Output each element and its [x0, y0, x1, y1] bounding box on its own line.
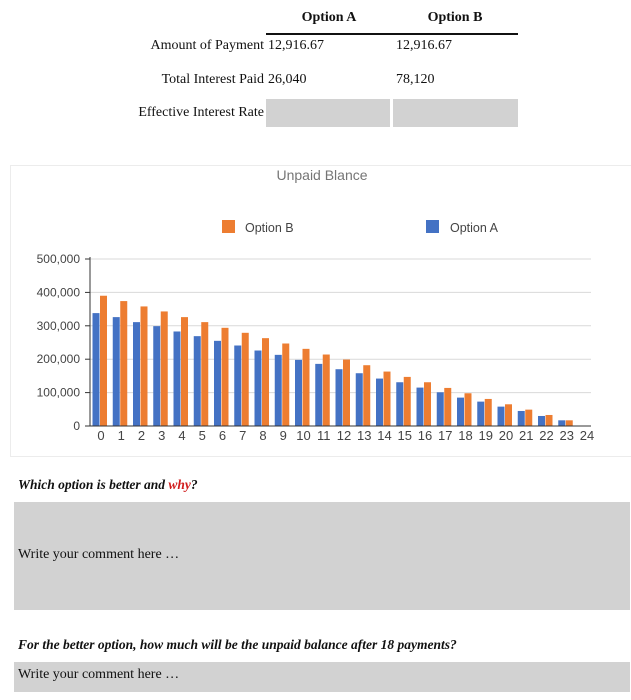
y-tick-label: 100,000: [36, 385, 80, 400]
bar-option-a-12: [336, 369, 343, 426]
bar-option-a-7: [234, 346, 241, 426]
bar-option-b-5: [201, 322, 208, 426]
answer-1-placeholder: Write your comment here …: [18, 547, 180, 562]
bar-option-b-10: [303, 349, 310, 426]
header-rule: [266, 33, 518, 35]
interest-option-b: 78,120: [396, 72, 435, 87]
x-tick-label: 17: [438, 428, 453, 443]
bar-option-a-23: [558, 420, 565, 426]
x-tick-label: 13: [357, 428, 372, 443]
bar-option-b-16: [424, 382, 431, 426]
effective-rate-option-a-input[interactable]: [266, 99, 390, 127]
y-tick-label: 200,000: [36, 352, 80, 367]
effective-rate-option-b-input[interactable]: [393, 99, 518, 127]
x-tick-label: 6: [218, 428, 227, 443]
chart-svg: [11, 166, 631, 456]
bar-option-b-1: [120, 301, 127, 426]
bar-option-b-15: [404, 377, 411, 426]
col-header-option-b: Option B: [427, 10, 483, 25]
bar-option-b-4: [181, 317, 188, 426]
bar-option-a-18: [457, 398, 464, 426]
answer-2-placeholder: Write your comment here …: [18, 667, 180, 682]
question-1: [18, 477, 198, 493]
x-tick-label: 24: [579, 428, 595, 443]
answer-2-textbox[interactable]: [14, 662, 630, 692]
bar-option-a-6: [214, 341, 221, 426]
row-label-effective-rate: Effective Interest Rate: [138, 105, 264, 120]
x-tick-label: 2: [137, 428, 146, 443]
bar-option-a-10: [295, 360, 302, 426]
x-tick-label: 5: [198, 428, 206, 443]
y-tick-label: 300,000: [36, 318, 80, 333]
bar-option-a-13: [356, 373, 363, 426]
bar-option-a-14: [376, 379, 383, 426]
legend-label-option-b: Option B: [245, 221, 294, 235]
legend-label-option-a: Option A: [450, 221, 498, 235]
answer-1-textbox[interactable]: [14, 502, 630, 610]
bar-option-b-23: [566, 420, 573, 426]
x-tick-label: 19: [478, 428, 493, 443]
bar-option-a-16: [417, 388, 424, 426]
bar-option-b-21: [525, 410, 532, 426]
bar-option-b-13: [363, 365, 370, 426]
y-tick-label: 500,000: [36, 252, 80, 266]
x-tick-label: 0: [97, 428, 105, 443]
x-tick-label: 12: [336, 428, 352, 443]
bar-option-b-8: [262, 338, 269, 426]
payment-option-a: 12,916.67: [268, 38, 324, 53]
comparison-table: [0, 0, 631, 135]
bar-option-a-9: [275, 355, 282, 426]
bar-option-a-20: [498, 407, 505, 426]
bar-option-b-7: [242, 333, 249, 426]
unpaid-balance-chart: [10, 165, 631, 457]
question-1-why: why: [168, 477, 191, 492]
bar-option-a-2: [133, 322, 140, 426]
x-tick-label: 14: [377, 428, 392, 443]
bar-option-a-3: [153, 326, 160, 426]
x-tick-label: 7: [239, 428, 247, 443]
bar-option-b-12: [343, 360, 350, 426]
bar-option-a-1: [113, 317, 120, 426]
y-tick-label: 0: [73, 419, 80, 433]
question-1-end: ?: [190, 477, 198, 492]
x-tick-label: 1: [117, 428, 125, 443]
legend-swatch-option-b: [222, 220, 235, 233]
row-label-payment: Amount of Payment: [150, 38, 264, 53]
x-tick-label: 23: [559, 428, 574, 443]
chart-title: Unpaid Blance: [276, 167, 368, 183]
col-header-option-a: Option A: [301, 10, 357, 25]
bar-option-a-17: [437, 392, 444, 426]
x-tick-label: 3: [158, 428, 166, 443]
bar-option-a-5: [194, 336, 201, 426]
x-tick-label: 16: [417, 428, 433, 443]
bar-option-b-17: [444, 388, 451, 426]
bar-option-a-8: [255, 351, 262, 426]
x-tick-label: 15: [397, 428, 412, 443]
bar-option-a-21: [518, 411, 525, 426]
bar-option-b-6: [222, 328, 229, 426]
bar-option-a-22: [538, 416, 545, 426]
bar-option-b-19: [485, 399, 492, 426]
x-tick-label: 8: [259, 428, 267, 443]
chart-legend: [222, 220, 499, 235]
interest-option-a: 26,040: [268, 72, 307, 87]
bar-option-b-2: [141, 306, 148, 426]
x-tick-label: 10: [296, 428, 311, 443]
bar-option-b-3: [161, 311, 168, 426]
bar-option-b-14: [384, 372, 391, 426]
x-tick-label: 21: [519, 428, 534, 443]
x-tick-label: 4: [178, 428, 186, 443]
legend-swatch-option-a: [426, 220, 439, 233]
row-label-interest: Total Interest Paid: [161, 72, 264, 87]
x-tick-label: 11: [317, 428, 331, 443]
x-tick-label: 9: [279, 428, 287, 443]
bar-option-b-11: [323, 355, 330, 426]
question-1-text: Which option is better and: [18, 477, 169, 492]
x-tick-label: 22: [539, 428, 554, 443]
payment-option-b: 12,916.67: [396, 38, 452, 53]
bar-option-a-15: [396, 382, 403, 426]
question-2: For the better option, how much will be the unpaid balance after 18 payments?: [18, 637, 457, 652]
bar-option-a-4: [174, 331, 181, 426]
x-tick-label: 18: [458, 428, 473, 443]
bar-option-b-0: [100, 296, 107, 426]
bar-option-b-9: [282, 344, 289, 426]
y-tick-label: 400,000: [36, 285, 80, 300]
bar-option-a-0: [93, 313, 100, 426]
bar-option-b-22: [546, 415, 553, 426]
bar-option-b-18: [465, 393, 472, 426]
bar-option-b-20: [505, 404, 512, 426]
bar-option-a-19: [477, 402, 484, 426]
bar-option-a-11: [315, 364, 322, 426]
x-tick-label: 20: [498, 428, 514, 443]
